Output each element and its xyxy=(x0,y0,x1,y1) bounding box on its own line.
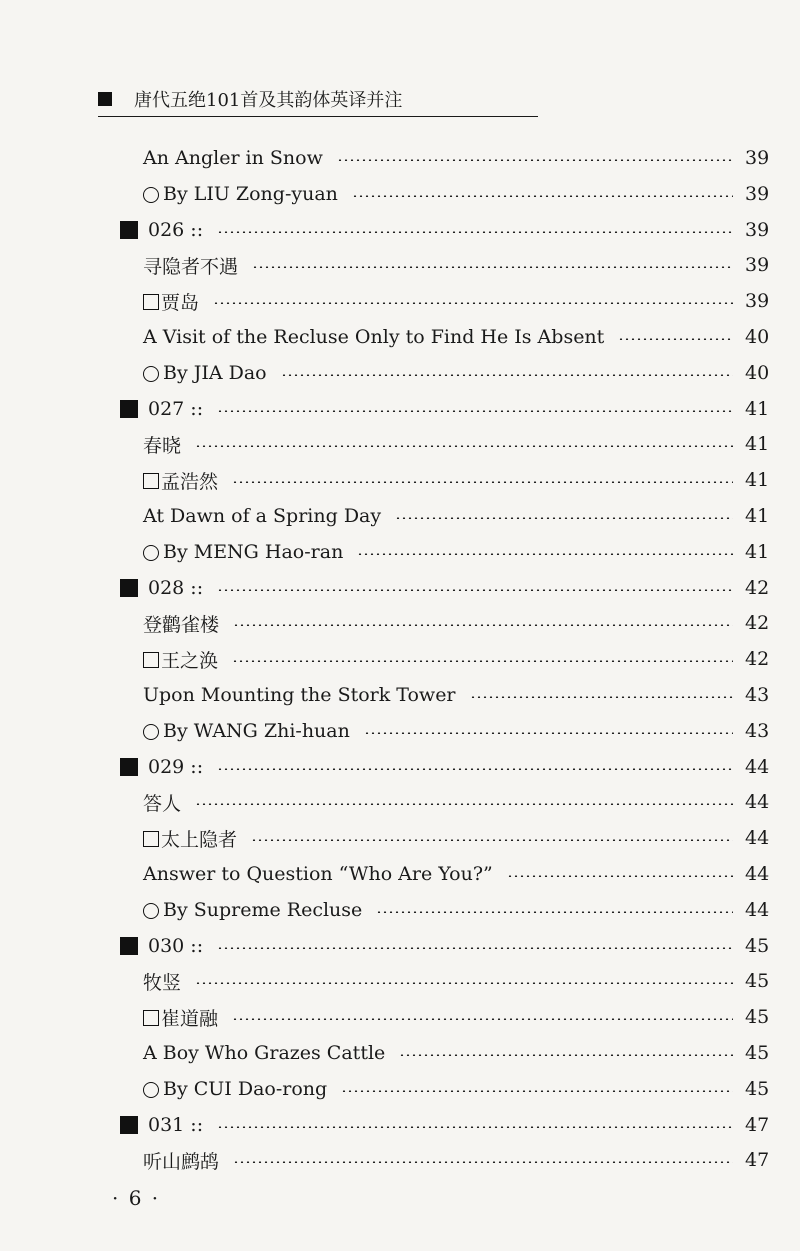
toc-page-number: 47 xyxy=(745,1149,770,1172)
dot-leader xyxy=(618,338,733,340)
filled-square-icon xyxy=(120,579,138,597)
dot-leader xyxy=(470,696,733,698)
hollow-square-marker-icon xyxy=(143,831,159,847)
toc-page-number: 41 xyxy=(745,433,770,456)
circle-marker-icon xyxy=(143,187,159,203)
toc-entry-row[interactable] xyxy=(0,283,800,319)
filled-square-icon xyxy=(120,937,138,955)
dot-leader xyxy=(352,195,733,197)
toc-page-number: 40 xyxy=(745,326,770,348)
dot-leader xyxy=(251,839,733,841)
dot-leader xyxy=(341,1090,733,1092)
toc-page-number: 39 xyxy=(745,218,770,241)
hollow-square-marker-icon xyxy=(143,473,159,489)
toc-page-number: 44 xyxy=(745,755,770,778)
toc-page-number: 39 xyxy=(745,182,770,205)
toc-entry-text: By MENG Hao-ran xyxy=(163,540,344,563)
running-header xyxy=(98,86,538,117)
toc-section-row[interactable] xyxy=(0,749,800,785)
toc-page-number: 41 xyxy=(745,469,770,492)
toc-entry-row[interactable] xyxy=(0,1035,800,1071)
toc-entry-title xyxy=(120,219,203,241)
dot-leader xyxy=(233,624,733,626)
toc-entry-row[interactable] xyxy=(0,1142,800,1178)
toc-entry-text: Answer to Question “Who Are You?” xyxy=(143,863,493,885)
dot-leader xyxy=(507,875,733,877)
toc-entry-row[interactable] xyxy=(0,426,800,462)
toc-entry-text: 崔道融 xyxy=(161,1007,219,1030)
toc-page-number: 45 xyxy=(745,934,770,957)
hollow-square-marker-icon xyxy=(143,1010,159,1026)
toc-page-number: 45 xyxy=(745,970,770,993)
circle-marker-icon xyxy=(143,903,159,919)
toc-page-number: 42 xyxy=(745,648,770,671)
filled-square-icon xyxy=(120,1116,138,1134)
toc-entry-title xyxy=(143,467,218,494)
dot-leader xyxy=(217,947,733,949)
dot-leader xyxy=(395,517,733,519)
toc-section-row[interactable] xyxy=(0,928,800,964)
toc-page-number: 45 xyxy=(745,1042,770,1064)
toc-entry-text: By LIU Zong-yuan xyxy=(163,182,338,205)
toc-entry-text: 孟浩然 xyxy=(161,470,219,493)
toc-entry-title xyxy=(120,398,203,420)
toc-entry-row[interactable] xyxy=(0,605,800,641)
toc-entry-text: 答人 xyxy=(143,792,182,815)
toc-entry-title xyxy=(143,610,219,637)
toc-entry-text: 寻隐者不遇 xyxy=(143,255,239,278)
toc-entry-row[interactable] xyxy=(0,140,800,176)
toc-entry-title xyxy=(143,1078,327,1100)
toc-entry-title xyxy=(120,577,203,599)
toc-page-number: 41 xyxy=(745,540,770,563)
dot-leader xyxy=(337,159,733,161)
toc-page-number: 40 xyxy=(745,361,770,384)
toc-entry-title xyxy=(143,505,381,527)
toc-page-number: 43 xyxy=(745,719,770,742)
dot-leader xyxy=(399,1054,733,1056)
dot-leader xyxy=(252,266,733,268)
book-title: 唐代五绝101首及其韵体英译并注 xyxy=(134,90,403,111)
toc-entry-text: By WANG Zhi-huan xyxy=(163,719,350,742)
toc-entry-title xyxy=(143,147,323,169)
toc-entry-row[interactable] xyxy=(0,677,800,713)
toc-entry-text: Upon Mounting the Stork Tower xyxy=(143,684,456,706)
toc-page-number: 39 xyxy=(745,254,770,277)
filled-square-icon xyxy=(120,758,138,776)
toc-entry-title xyxy=(143,288,199,315)
toc-entry-text: At Dawn of a Spring Day xyxy=(143,505,382,527)
toc-page-number: 39 xyxy=(745,147,770,169)
toc-entry-row[interactable] xyxy=(0,355,800,391)
toc-entry-row[interactable] xyxy=(0,963,800,999)
toc-page-number: 42 xyxy=(745,612,770,635)
circle-marker-icon xyxy=(143,545,159,561)
toc-section-row[interactable] xyxy=(0,1107,800,1143)
toc-entry-title xyxy=(143,183,338,205)
toc-entry-text: 029 :: xyxy=(148,755,204,778)
toc-entry-title xyxy=(143,252,238,279)
toc-entry-title xyxy=(143,825,237,852)
hollow-square-marker-icon xyxy=(143,652,159,668)
dot-leader xyxy=(217,410,733,412)
toc-entry-title xyxy=(143,1042,385,1064)
dot-leader xyxy=(217,231,733,233)
toc-entry-title xyxy=(143,431,181,458)
toc-entry-title xyxy=(143,863,493,885)
dot-leader xyxy=(376,911,733,913)
dot-leader xyxy=(232,1018,733,1020)
toc-entry-text: 听山鹧鸪 xyxy=(143,1150,220,1173)
toc-page-number: 43 xyxy=(745,684,770,706)
toc-entry-row[interactable] xyxy=(0,892,800,928)
toc-entry-text: 王之涣 xyxy=(161,649,219,672)
toc-page-number: 47 xyxy=(745,1113,770,1136)
toc-page-number: 45 xyxy=(745,1077,770,1100)
toc-page-number: 44 xyxy=(745,827,770,850)
toc-entry-row[interactable] xyxy=(0,641,800,677)
toc-entry-title xyxy=(143,646,218,673)
toc-entry-title xyxy=(143,968,181,995)
dot-leader xyxy=(213,302,733,304)
toc-entry-title xyxy=(120,1114,203,1136)
dot-leader xyxy=(357,553,733,555)
toc-entry-row[interactable] xyxy=(0,713,800,749)
toc-section-row[interactable] xyxy=(0,391,800,427)
toc-entry-text: 026 :: xyxy=(148,218,204,241)
circle-marker-icon xyxy=(143,366,159,382)
toc-entry-text: By JIA Dao xyxy=(163,361,267,384)
dot-leader xyxy=(217,589,733,591)
toc-entry-row[interactable] xyxy=(0,820,800,856)
toc-entry-title xyxy=(143,1004,218,1031)
toc-entry-text: By CUI Dao-rong xyxy=(163,1077,328,1100)
dot-leader xyxy=(217,768,733,770)
toc-entry-title xyxy=(143,789,181,816)
toc-entry-row[interactable] xyxy=(0,1071,800,1107)
toc-entry-row[interactable] xyxy=(0,247,800,283)
toc-entry-text: 030 :: xyxy=(148,934,204,957)
toc-entry-row[interactable] xyxy=(0,999,800,1035)
toc-entry-text: 031 :: xyxy=(148,1113,204,1136)
toc-page-number: 41 xyxy=(745,505,770,527)
dot-leader xyxy=(195,445,733,447)
toc-entry-title xyxy=(120,935,203,957)
dot-leader xyxy=(281,374,733,376)
dot-leader xyxy=(364,732,733,734)
toc-entry-row[interactable] xyxy=(0,534,800,570)
toc-entry-title xyxy=(143,899,362,921)
toc-entry-row[interactable] xyxy=(0,784,800,820)
toc-entry-title xyxy=(143,362,267,384)
dot-leader xyxy=(217,1126,733,1128)
toc-page-number: 45 xyxy=(745,1006,770,1029)
toc-entry-title xyxy=(143,541,343,563)
toc-entry-text: 登鹳雀楼 xyxy=(143,613,220,636)
toc-section-row[interactable] xyxy=(0,570,800,606)
circle-marker-icon xyxy=(143,724,159,740)
toc-page-number: 41 xyxy=(745,397,770,420)
square-bullet-icon xyxy=(98,92,112,106)
toc-entry-text: A Boy Who Grazes Cattle xyxy=(143,1042,386,1064)
toc-entry-title xyxy=(120,756,203,778)
toc-entry-title xyxy=(143,326,604,348)
toc-page-number: 44 xyxy=(745,791,770,814)
toc-entry-row[interactable] xyxy=(0,498,800,534)
hollow-square-marker-icon xyxy=(143,294,159,310)
toc-section-row[interactable] xyxy=(0,212,800,248)
filled-square-icon xyxy=(120,400,138,418)
toc-entry-text: 牧竖 xyxy=(143,971,182,994)
dot-leader xyxy=(195,982,733,984)
toc-entry-row[interactable] xyxy=(0,856,800,892)
toc-page-number: 39 xyxy=(745,290,770,313)
toc-entry-text: 太上隐者 xyxy=(161,828,238,851)
toc-entry-text: An Angler in Snow xyxy=(143,147,323,169)
toc-entry-title xyxy=(143,720,350,742)
toc-entry-text: 贾岛 xyxy=(161,291,200,314)
toc-entry-row[interactable] xyxy=(0,462,800,498)
toc-entry-title xyxy=(143,684,456,706)
dot-leader xyxy=(232,660,733,662)
circle-marker-icon xyxy=(143,1082,159,1098)
page-number: · 6 · xyxy=(112,1186,161,1210)
toc-entry-text: 春晓 xyxy=(143,434,182,457)
toc-entry-text: By Supreme Recluse xyxy=(163,898,363,921)
dot-leader xyxy=(195,803,733,805)
toc-entry-text: 028 :: xyxy=(148,576,204,599)
dot-leader xyxy=(232,481,733,483)
filled-square-icon xyxy=(120,221,138,239)
toc-entry-text: 027 :: xyxy=(148,397,204,420)
toc-entry-row[interactable] xyxy=(0,176,800,212)
dot-leader xyxy=(233,1161,733,1163)
toc-page-number: 42 xyxy=(745,576,770,599)
toc-page-number: 44 xyxy=(745,898,770,921)
toc-entry-title xyxy=(143,1147,219,1174)
toc-entry-text: A Visit of the Recluse Only to Find He Is Absent xyxy=(143,326,605,348)
toc-page-number: 44 xyxy=(745,863,770,885)
toc-entry-row[interactable] xyxy=(0,319,800,355)
